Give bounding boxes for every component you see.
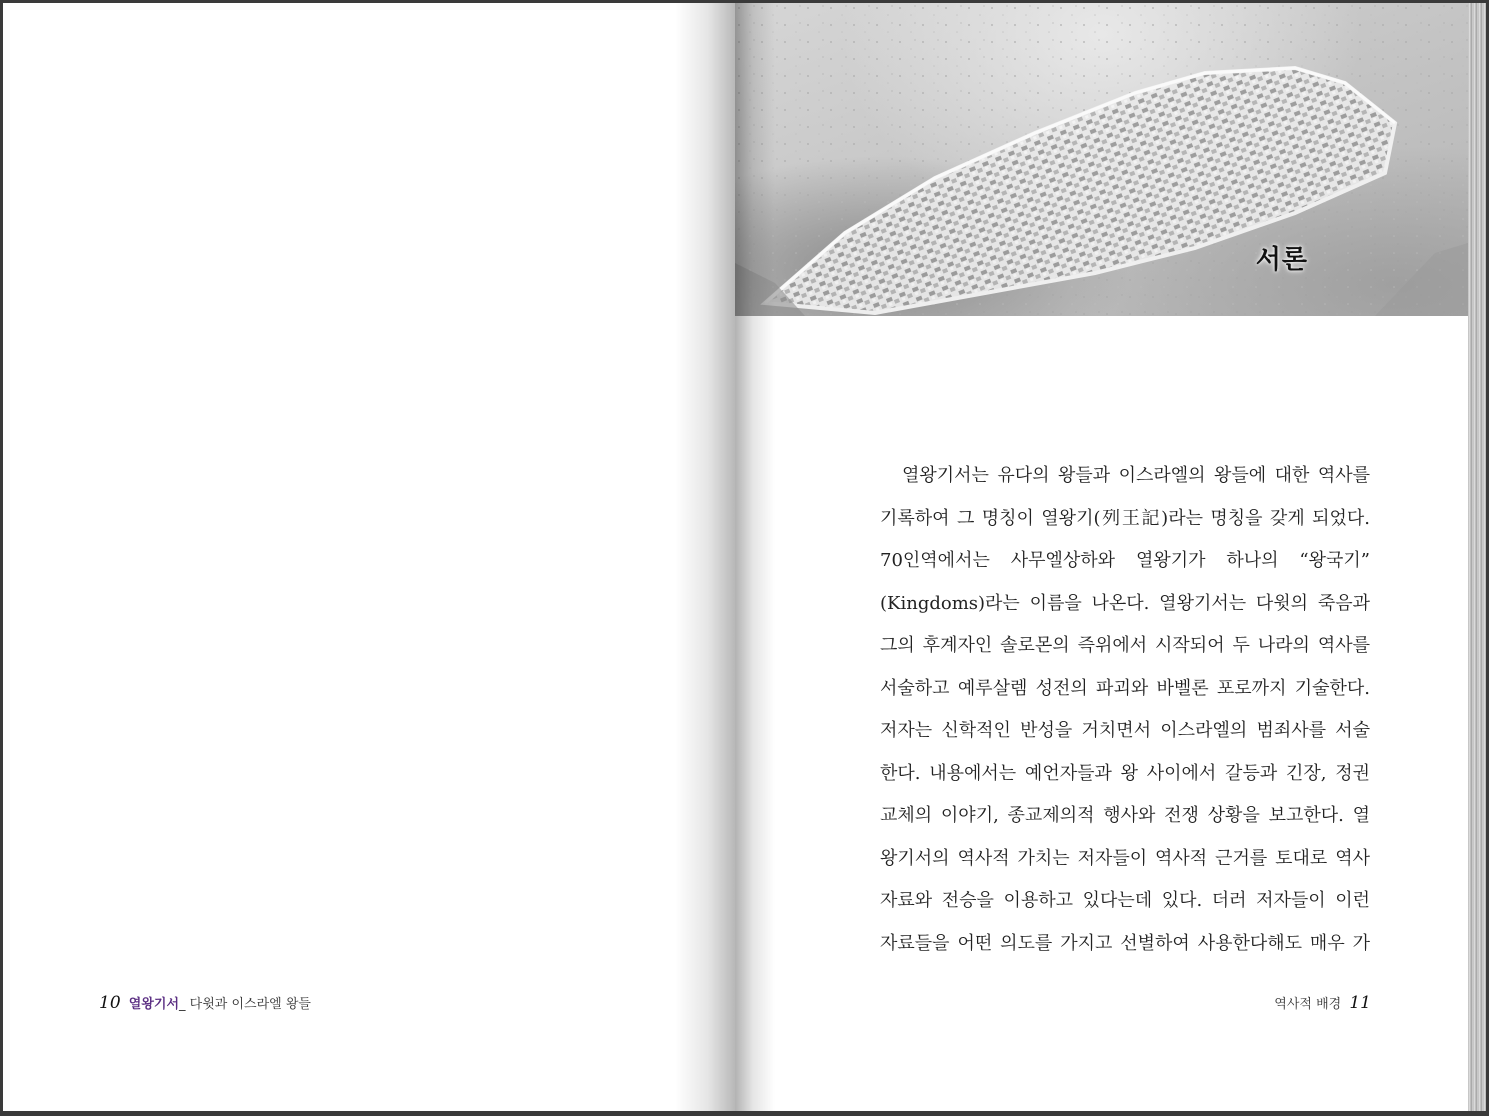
body-line: 왕기서의 역사적 가치는 저자들이 역사적 근거를 토대로 역사 bbox=[880, 847, 1370, 869]
body-line: 저자는 신학적인 반성을 거치면서 이스라엘의 범죄사를 서술 bbox=[880, 720, 1370, 741]
body-line: 자료와 전승을 이용하고 있다는데 있다. 더러 저자들이 이런 bbox=[880, 890, 1370, 911]
section-title: 서론 bbox=[1255, 245, 1308, 275]
book-subtitle: _ 다윗과 이스라엘 왕들 bbox=[179, 997, 311, 1012]
hero-image bbox=[735, 3, 1468, 316]
right-page-number: 11 bbox=[1349, 993, 1371, 1013]
body-line: 한다. 내용에서는 예언자들과 왕 사이에서 갈등과 긴장, 정권 bbox=[880, 762, 1370, 784]
body-line: 서술하고 예루살렘 성전의 파괴와 바벨론 포로까지 기술한다. bbox=[880, 677, 1370, 699]
body-line: 열왕기서는 유다의 왕들과 이스라엘의 왕들에 대한 역사를 bbox=[902, 465, 1370, 486]
left-page bbox=[3, 3, 735, 1111]
body-line: (Kingdoms)라는 이름을 나온다. 열왕기서는 다윗의 죽음과 bbox=[880, 592, 1370, 614]
right-page bbox=[735, 3, 1486, 1111]
right-page-footer bbox=[1274, 993, 1371, 1013]
page-edges bbox=[1468, 3, 1486, 1111]
body-line: 그의 후계자인 솔로몬의 즉위에서 시작되어 두 나라의 역사를 bbox=[880, 635, 1370, 656]
left-page-number: 10 bbox=[99, 993, 121, 1013]
footer-section-label: 역사적 배경 bbox=[1274, 997, 1342, 1012]
book-title: 열왕기서 bbox=[128, 997, 180, 1012]
body-line: 자료들을 어떤 의도를 가지고 선별하여 사용한다해도 매우 가 bbox=[880, 932, 1370, 954]
ruins-illustration bbox=[735, 3, 1468, 316]
gutter-shadow bbox=[735, 3, 775, 1111]
body-line: 기록하여 그 명칭이 열왕기(列王記)라는 명칭을 갖게 되었다. bbox=[880, 507, 1370, 529]
body-line: 교체의 이야기, 종교제의적 행사와 전쟁 상황을 보고한다. 열 bbox=[880, 805, 1370, 826]
left-page-footer bbox=[99, 993, 311, 1013]
book-spread bbox=[3, 3, 1486, 1111]
body-paragraph bbox=[880, 455, 1370, 965]
gutter-shadow bbox=[675, 3, 735, 1111]
body-line: 70인역에서는 사무엘상하와 열왕기가 하나의 “왕국기” bbox=[880, 550, 1370, 571]
